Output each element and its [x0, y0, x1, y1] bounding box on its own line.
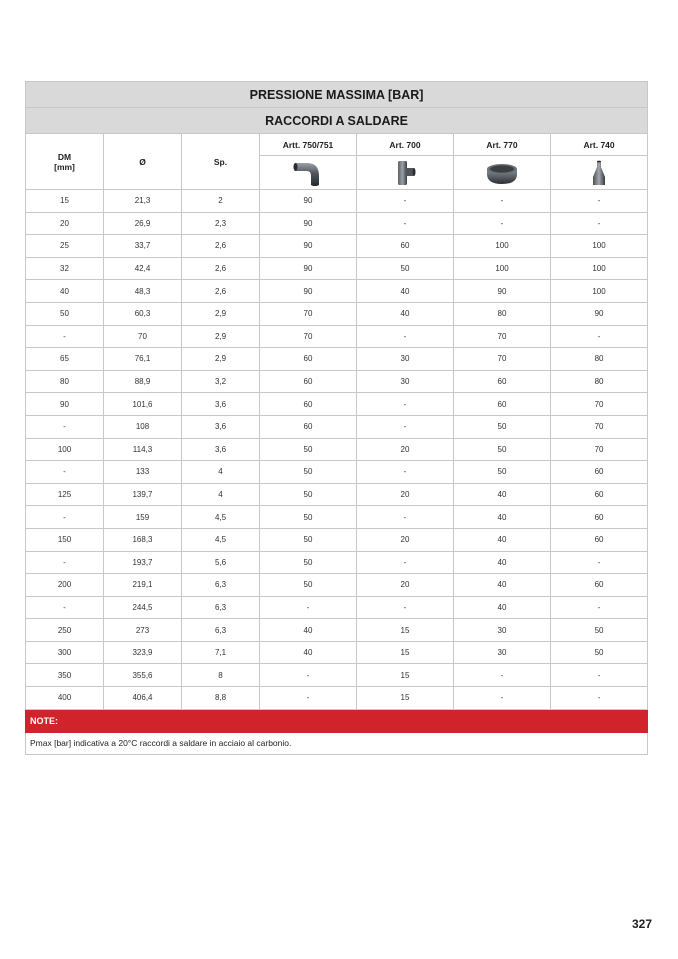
cell-art-750-751: 40: [260, 619, 357, 642]
table-row: [26, 415, 648, 438]
cell-diameter: 139,7: [104, 483, 182, 506]
cell-art-750-751: 70: [260, 302, 357, 325]
cell-dm: 25: [26, 235, 104, 258]
cell-art-700: 15: [357, 641, 454, 664]
cell-art-740: 70: [551, 415, 648, 438]
cell-art-740: 60: [551, 461, 648, 484]
header-art-770: Art. 770: [454, 134, 551, 156]
cell-art-770: 50: [454, 461, 551, 484]
table-row: [26, 687, 648, 710]
header-dm-label: DM: [57, 151, 72, 162]
cell-dm: 80: [26, 370, 104, 393]
cell-art-700: 30: [357, 348, 454, 371]
table-subtitle: RACCORDI A SALDARE: [26, 108, 648, 134]
cell-art-750-751: 50: [260, 506, 357, 529]
header-thickness: Sp.: [182, 134, 260, 190]
cell-art-770: -: [454, 664, 551, 687]
table-row: [26, 551, 648, 574]
cell-dm: 32: [26, 257, 104, 280]
header-dm: [26, 134, 104, 190]
cell-dm: -: [26, 596, 104, 619]
cell-diameter: 168,3: [104, 528, 182, 551]
cell-art-700: 20: [357, 483, 454, 506]
cell-art-750-751: 90: [260, 212, 357, 235]
elbow-fitting-icon-cell: [260, 156, 357, 190]
cap-fitting-icon: [485, 160, 519, 186]
cell-dm: -: [26, 325, 104, 348]
cell-thickness: 6,3: [182, 574, 260, 597]
cell-thickness: 2,3: [182, 212, 260, 235]
cell-diameter: 42,4: [104, 257, 182, 280]
cell-art-740: 80: [551, 370, 648, 393]
table-row: [26, 325, 648, 348]
cell-art-770: 100: [454, 257, 551, 280]
table-row: [26, 641, 648, 664]
table-row: [26, 664, 648, 687]
cell-diameter: 60,3: [104, 302, 182, 325]
header-art-750-751: Artt. 750/751: [260, 134, 357, 156]
page-number: 327: [631, 917, 652, 931]
cell-art-700: 15: [357, 687, 454, 710]
cell-art-700: -: [357, 596, 454, 619]
cell-art-750-751: 60: [260, 393, 357, 416]
pressure-table-container: [25, 81, 647, 755]
cell-art-740: 100: [551, 235, 648, 258]
cell-dm: 300: [26, 641, 104, 664]
table-row: [26, 302, 648, 325]
cell-art-750-751: 60: [260, 348, 357, 371]
cell-thickness: 2: [182, 190, 260, 213]
cell-art-700: 30: [357, 370, 454, 393]
cell-diameter: 323,9: [104, 641, 182, 664]
table-row: [26, 438, 648, 461]
cell-art-700: 50: [357, 257, 454, 280]
cell-art-700: 40: [357, 280, 454, 303]
tee-fitting-icon-cell: [357, 156, 454, 190]
cell-dm: -: [26, 415, 104, 438]
cell-thickness: 5,6: [182, 551, 260, 574]
cell-art-740: 50: [551, 641, 648, 664]
table-row: [26, 461, 648, 484]
cell-art-740: 60: [551, 506, 648, 529]
cell-thickness: 4,5: [182, 506, 260, 529]
cell-art-700: 60: [357, 235, 454, 258]
table-row: [26, 596, 648, 619]
cell-thickness: 3,6: [182, 415, 260, 438]
cell-art-770: -: [454, 190, 551, 213]
cell-art-740: -: [551, 596, 648, 619]
cell-thickness: 2,9: [182, 348, 260, 371]
cell-art-740: 100: [551, 280, 648, 303]
cell-art-750-751: 50: [260, 551, 357, 574]
cell-art-740: 70: [551, 393, 648, 416]
cell-art-770: 70: [454, 325, 551, 348]
cell-art-770: 90: [454, 280, 551, 303]
cell-thickness: 2,9: [182, 325, 260, 348]
cell-art-750-751: 50: [260, 528, 357, 551]
cell-art-700: -: [357, 325, 454, 348]
cell-dm: 150: [26, 528, 104, 551]
cell-dm: 90: [26, 393, 104, 416]
cell-dm: 350: [26, 664, 104, 687]
cell-art-750-751: -: [260, 596, 357, 619]
cell-art-770: 60: [454, 393, 551, 416]
cell-diameter: 76,1: [104, 348, 182, 371]
cell-thickness: 8,8: [182, 687, 260, 710]
cell-thickness: 4: [182, 461, 260, 484]
cell-art-740: -: [551, 664, 648, 687]
cell-thickness: 2,6: [182, 280, 260, 303]
cell-diameter: 406,4: [104, 687, 182, 710]
cell-thickness: 3,6: [182, 438, 260, 461]
cell-thickness: 4: [182, 483, 260, 506]
cell-diameter: 159: [104, 506, 182, 529]
cap-fitting-icon-cell: [454, 156, 551, 190]
cell-art-770: 100: [454, 235, 551, 258]
cell-diameter: 133: [104, 461, 182, 484]
cell-art-750-751: 70: [260, 325, 357, 348]
cell-dm: -: [26, 461, 104, 484]
table-row: [26, 348, 648, 371]
cell-art-740: 50: [551, 619, 648, 642]
cell-art-740: 80: [551, 348, 648, 371]
cell-art-700: -: [357, 415, 454, 438]
cell-art-700: 20: [357, 574, 454, 597]
cell-art-750-751: 40: [260, 641, 357, 664]
cell-art-770: 60: [454, 370, 551, 393]
cell-dm: -: [26, 506, 104, 529]
cell-art-700: 15: [357, 619, 454, 642]
cell-art-750-751: 50: [260, 574, 357, 597]
cell-dm: 15: [26, 190, 104, 213]
cell-diameter: 108: [104, 415, 182, 438]
header-dm-unit: [mm]: [54, 161, 75, 172]
cell-art-740: -: [551, 687, 648, 710]
tee-fitting-icon: [394, 159, 416, 187]
elbow-fitting-icon: [293, 159, 323, 187]
table-row: [26, 190, 648, 213]
cell-dm: 125: [26, 483, 104, 506]
cell-dm: 250: [26, 619, 104, 642]
cell-dm: 100: [26, 438, 104, 461]
cell-art-770: 40: [454, 506, 551, 529]
cell-art-740: -: [551, 212, 648, 235]
pressure-table: [25, 81, 648, 755]
table-row: [26, 483, 648, 506]
cell-art-750-751: 90: [260, 280, 357, 303]
cell-diameter: 70: [104, 325, 182, 348]
cell-art-700: -: [357, 551, 454, 574]
table-row: [26, 393, 648, 416]
table-body: [26, 190, 648, 710]
cell-diameter: 193,7: [104, 551, 182, 574]
cell-art-770: 30: [454, 619, 551, 642]
cell-dm: 200: [26, 574, 104, 597]
table-row: [26, 235, 648, 258]
cell-thickness: 8: [182, 664, 260, 687]
cell-dm: 40: [26, 280, 104, 303]
cell-art-750-751: -: [260, 687, 357, 710]
cell-art-700: 40: [357, 302, 454, 325]
table-row: [26, 506, 648, 529]
cell-art-700: 20: [357, 528, 454, 551]
cell-art-740: -: [551, 190, 648, 213]
cell-dm: 20: [26, 212, 104, 235]
cell-art-750-751: 60: [260, 415, 357, 438]
cell-thickness: 6,3: [182, 596, 260, 619]
cell-diameter: 219,1: [104, 574, 182, 597]
cell-diameter: 88,9: [104, 370, 182, 393]
cell-thickness: 7,1: [182, 641, 260, 664]
cell-art-750-751: 90: [260, 257, 357, 280]
cell-art-740: -: [551, 325, 648, 348]
cell-thickness: 3,6: [182, 393, 260, 416]
cell-art-770: 50: [454, 415, 551, 438]
cell-diameter: 48,3: [104, 280, 182, 303]
cell-art-740: 60: [551, 574, 648, 597]
cell-art-750-751: 50: [260, 483, 357, 506]
cell-dm: 50: [26, 302, 104, 325]
table-row: [26, 257, 648, 280]
header-art-700: Art. 700: [357, 134, 454, 156]
note-text: Pmax [bar] indicativa a 20°C raccordi a saldare in acciaio al carbonio.: [26, 732, 648, 754]
cell-art-700: -: [357, 190, 454, 213]
cell-art-770: 40: [454, 596, 551, 619]
cell-diameter: 26,9: [104, 212, 182, 235]
note-label: NOTE:: [26, 709, 648, 732]
cell-thickness: 6,3: [182, 619, 260, 642]
cell-diameter: 244,5: [104, 596, 182, 619]
cell-art-740: 90: [551, 302, 648, 325]
header-art-740: Art. 740: [551, 134, 648, 156]
cell-art-700: 15: [357, 664, 454, 687]
header-diameter: Ø: [104, 134, 182, 190]
cell-dm: -: [26, 551, 104, 574]
cell-art-750-751: 50: [260, 461, 357, 484]
cell-art-740: 60: [551, 528, 648, 551]
cell-diameter: 114,3: [104, 438, 182, 461]
cell-diameter: 33,7: [104, 235, 182, 258]
table-row: [26, 212, 648, 235]
cell-thickness: 3,2: [182, 370, 260, 393]
table-row: [26, 574, 648, 597]
table-row: [26, 280, 648, 303]
cell-dm: 400: [26, 687, 104, 710]
table-row: [26, 619, 648, 642]
table-row: [26, 370, 648, 393]
cell-art-750-751: -: [260, 664, 357, 687]
cell-art-770: 70: [454, 348, 551, 371]
cell-art-770: -: [454, 687, 551, 710]
cell-dm: 65: [26, 348, 104, 371]
cell-art-750-751: 90: [260, 235, 357, 258]
cell-thickness: 2,6: [182, 257, 260, 280]
cell-art-770: 50: [454, 438, 551, 461]
cell-art-740: -: [551, 551, 648, 574]
cell-art-750-751: 90: [260, 190, 357, 213]
cell-art-700: -: [357, 212, 454, 235]
cell-art-740: 100: [551, 257, 648, 280]
cell-art-770: 30: [454, 641, 551, 664]
cell-art-770: 40: [454, 528, 551, 551]
cell-thickness: 2,6: [182, 235, 260, 258]
cell-art-740: 60: [551, 483, 648, 506]
cell-art-770: 40: [454, 574, 551, 597]
cell-thickness: 2,9: [182, 302, 260, 325]
cell-art-700: -: [357, 506, 454, 529]
cell-diameter: 273: [104, 619, 182, 642]
table-row: [26, 528, 648, 551]
cell-diameter: 21,3: [104, 190, 182, 213]
cell-art-770: 40: [454, 483, 551, 506]
cell-diameter: 101,6: [104, 393, 182, 416]
cell-thickness: 4,5: [182, 528, 260, 551]
cell-art-700: -: [357, 393, 454, 416]
cell-art-770: -: [454, 212, 551, 235]
reducer-fitting-icon-cell: [551, 156, 648, 190]
cell-diameter: 355,6: [104, 664, 182, 687]
cell-art-770: 80: [454, 302, 551, 325]
cell-art-700: 20: [357, 438, 454, 461]
cell-art-750-751: 60: [260, 370, 357, 393]
table-title: PRESSIONE MASSIMA [BAR]: [26, 82, 648, 108]
cell-art-740: 70: [551, 438, 648, 461]
cell-art-700: -: [357, 461, 454, 484]
cell-art-750-751: 50: [260, 438, 357, 461]
reducer-fitting-icon: [591, 159, 607, 187]
cell-art-770: 40: [454, 551, 551, 574]
